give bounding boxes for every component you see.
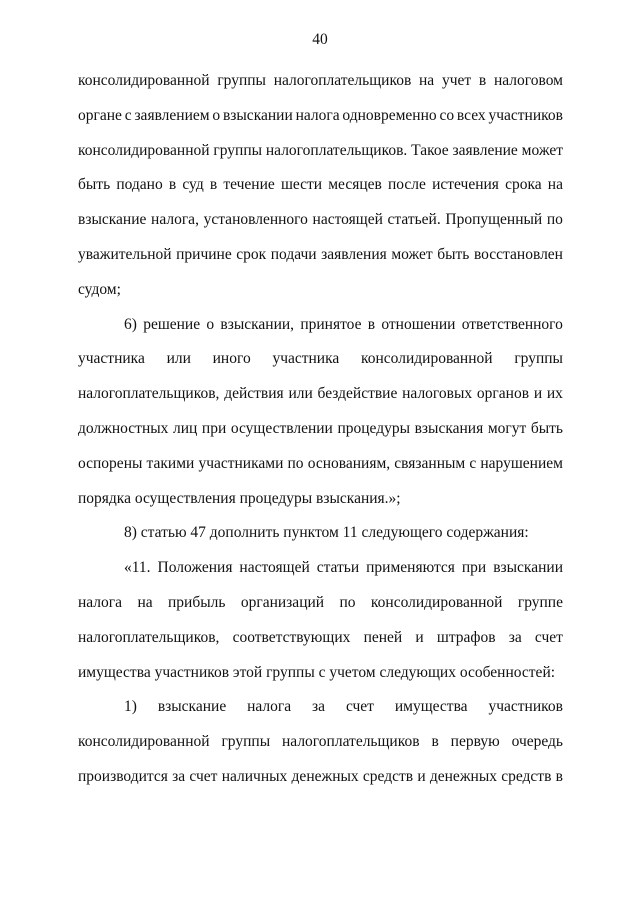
word: налоговом xyxy=(493,72,563,89)
text-line-last: порядка осуществления процедуры взыскания.»; xyxy=(78,489,401,507)
word: пеней xyxy=(363,628,403,646)
word: взыскании xyxy=(222,106,293,124)
word: Такое xyxy=(411,141,449,159)
word: должностных xyxy=(78,419,169,437)
word: после xyxy=(387,176,426,194)
text-line xyxy=(78,308,563,343)
word: на xyxy=(137,593,153,611)
word: участников xyxy=(488,106,563,124)
word: счет xyxy=(534,628,563,646)
text-line xyxy=(78,412,563,447)
word: консолидированной xyxy=(361,350,493,368)
word: налоговых xyxy=(402,385,473,403)
word: в xyxy=(209,176,218,194)
word: группе xyxy=(517,593,563,611)
word: «11. xyxy=(124,559,151,577)
word: денежных xyxy=(291,767,359,785)
word: взыскания xyxy=(414,419,484,437)
word: лиц xyxy=(173,419,198,437)
word: действия xyxy=(224,385,284,403)
word: за xyxy=(508,628,522,646)
paragraph-clause-11 xyxy=(78,551,563,690)
text-line xyxy=(78,168,563,203)
page-number: 40 xyxy=(312,31,328,48)
word: группы xyxy=(514,350,563,368)
word: консолидированной xyxy=(370,593,503,611)
word: налога xyxy=(78,593,123,611)
word: быть xyxy=(78,176,111,194)
word: органов xyxy=(476,385,530,403)
word: первую xyxy=(450,733,500,751)
word: могут xyxy=(487,419,527,437)
word: процедуры xyxy=(337,419,411,437)
word: участника xyxy=(272,350,340,368)
word: с xyxy=(469,454,477,472)
word: Положения xyxy=(157,559,233,577)
word: по xyxy=(546,211,563,229)
word: ответственного xyxy=(461,315,563,333)
word: о xyxy=(206,315,215,333)
word: соответствующих xyxy=(232,628,351,646)
word: и xyxy=(417,767,426,785)
word: одновременно xyxy=(342,106,437,124)
word: группы xyxy=(213,141,263,159)
word: со xyxy=(439,106,455,124)
word: по xyxy=(339,593,356,611)
word: консолидированной xyxy=(78,733,210,751)
word: оспорены xyxy=(78,454,143,472)
word: в xyxy=(367,315,376,333)
word: взыскании xyxy=(493,559,563,577)
word: 6) xyxy=(124,315,137,333)
text-line xyxy=(78,99,563,134)
word: органе xyxy=(78,106,122,124)
word: решение xyxy=(143,315,201,333)
word: консолидированной xyxy=(78,141,210,159)
word: или xyxy=(166,350,191,368)
word: суд xyxy=(182,176,204,194)
text-line xyxy=(78,586,563,621)
text-line xyxy=(78,64,563,99)
text-line xyxy=(78,725,563,760)
word: статьей. xyxy=(387,211,441,229)
text-line xyxy=(78,342,563,377)
word: за xyxy=(312,698,326,716)
word: за xyxy=(172,767,186,785)
word: наличных xyxy=(221,767,288,785)
word: бездействие xyxy=(317,385,398,403)
word: налогоплательщиков xyxy=(273,72,412,89)
text-line-last: имущества участников этой группы с учетом следующих особенностей: xyxy=(78,663,556,681)
text-line xyxy=(78,621,563,656)
word: организаций xyxy=(240,593,325,611)
word: группы xyxy=(217,72,266,89)
word: консолидированной xyxy=(78,72,210,89)
word: при xyxy=(461,559,487,577)
word: такими xyxy=(146,454,195,472)
word: и xyxy=(415,628,424,646)
word: счет xyxy=(345,698,374,716)
word: участника xyxy=(78,350,145,368)
word: счет xyxy=(189,767,218,785)
word: нарушением xyxy=(480,454,563,472)
word: штрафов xyxy=(436,628,496,646)
paragraph-subitem-1 xyxy=(78,690,563,794)
word: настоящей xyxy=(239,559,310,577)
text-line xyxy=(78,203,563,238)
word: группы xyxy=(221,733,271,751)
word: истечения xyxy=(432,176,499,194)
word: заявление xyxy=(452,141,518,159)
word: по xyxy=(287,454,304,472)
word: о xyxy=(212,106,221,124)
word: отношении xyxy=(381,315,456,333)
word: учет xyxy=(441,72,472,89)
text-line xyxy=(78,690,563,725)
word: статьи xyxy=(316,559,360,577)
paragraph-continuation xyxy=(78,64,563,308)
paragraph-item-6 xyxy=(78,308,563,517)
word: прибыль xyxy=(168,593,226,611)
word: настоящей xyxy=(312,211,383,229)
word: подано xyxy=(116,176,163,194)
text-line xyxy=(78,551,563,586)
word: осуществлении xyxy=(230,419,333,437)
word: участников xyxy=(488,698,563,716)
word: 1) xyxy=(124,698,137,716)
word: налога, xyxy=(151,211,199,229)
word: Пропущенный xyxy=(445,211,543,229)
text-line-last: 8) статью 47 дополнить пунктом 11 следующего содержания: xyxy=(124,524,529,542)
word: подачи xyxy=(270,245,317,263)
word: налога xyxy=(247,698,292,716)
word: налога xyxy=(295,106,340,124)
text-line xyxy=(78,447,563,482)
word: на xyxy=(547,176,563,194)
word: в xyxy=(478,72,487,89)
text-line-last: судом; xyxy=(78,280,121,298)
text-line xyxy=(78,760,563,795)
word: течение xyxy=(223,176,275,194)
word: принятое xyxy=(300,315,362,333)
paragraph-item-8 xyxy=(78,516,563,551)
word: налогоплательщиков, xyxy=(78,628,220,646)
word: может xyxy=(391,245,433,263)
word: быть xyxy=(530,419,563,437)
word: налогоплательщиков xyxy=(282,733,420,751)
word: денежных xyxy=(429,767,497,785)
word: взыскание xyxy=(157,698,227,716)
word: средств xyxy=(501,767,552,785)
word: срока xyxy=(505,176,542,194)
word: производится xyxy=(78,767,168,785)
word: налогоплательщиков, xyxy=(78,385,220,403)
word: с xyxy=(124,106,132,124)
text-line xyxy=(78,377,563,412)
word: связанным xyxy=(394,454,466,472)
word: иного xyxy=(212,350,251,368)
word: восстановлен xyxy=(473,245,563,263)
word: установленного xyxy=(203,211,308,229)
word: при xyxy=(201,419,227,437)
word: основаниям, xyxy=(307,454,391,472)
word: взыскание xyxy=(78,211,147,229)
word: в xyxy=(431,733,439,751)
word: или xyxy=(288,385,313,403)
word: средств xyxy=(362,767,414,785)
word: в xyxy=(168,176,177,194)
word: причине xyxy=(176,245,232,263)
word: их xyxy=(546,385,563,403)
word: месяцев xyxy=(328,176,382,194)
word: всех xyxy=(456,106,486,124)
word: может xyxy=(521,141,563,159)
word: заявлением xyxy=(134,106,210,124)
word: очередь xyxy=(511,733,563,751)
text-line xyxy=(78,134,563,169)
word: на xyxy=(419,72,435,89)
word: в xyxy=(555,767,563,785)
word: срок xyxy=(236,245,267,263)
word: участниками xyxy=(198,454,284,472)
word: уважительной xyxy=(78,245,172,263)
document-body xyxy=(78,64,563,795)
word: и xyxy=(533,385,543,403)
word: заявления xyxy=(321,245,387,263)
text-line xyxy=(78,238,563,273)
word: взыскании, xyxy=(220,315,295,333)
word: быть xyxy=(437,245,470,263)
word: шести xyxy=(280,176,323,194)
word: имущества xyxy=(394,698,468,716)
word: применяются xyxy=(366,559,455,577)
word: налогоплательщиков. xyxy=(265,141,408,159)
